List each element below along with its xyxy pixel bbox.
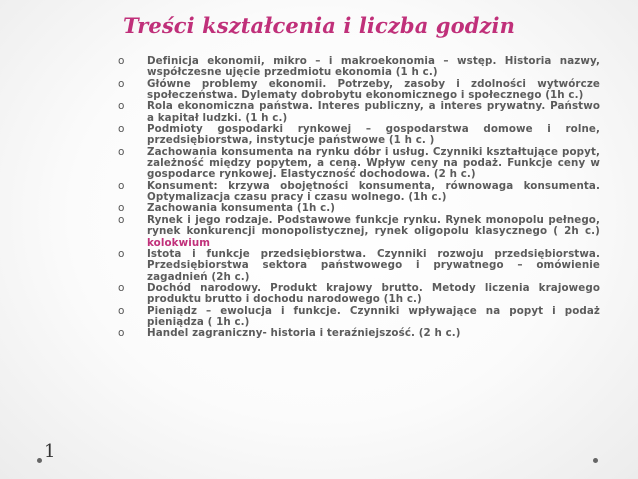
list-item xyxy=(118,215,600,249)
bullet-icon: o xyxy=(118,179,125,192)
list-item xyxy=(118,101,600,124)
left-dot-icon xyxy=(37,458,42,463)
list-item xyxy=(118,147,600,181)
list-item xyxy=(118,56,600,79)
bullet-icon: o xyxy=(118,327,125,340)
list-item xyxy=(118,124,600,147)
bullet-icon: o xyxy=(118,123,125,136)
item-text: Istota i funkcje przedsiębiorstwa. Czynniki rozwoju przedsiębiorstwa. Przedsiębiorstwa sektora państwowego i prywatnego – omówienie zagadnień (2h c.) xyxy=(147,247,600,283)
item-text: Konsument: krzywa obojętności konsumenta, równowaga konsumenta. Optymalizacja czasu pracy i czasu wolnego. (1h c.) xyxy=(147,179,600,204)
slide-number: 1 xyxy=(44,441,56,462)
item-text: Zachowania konsumenta (1h c.) xyxy=(147,202,336,215)
item-text: Pieniądz – ewolucja i funkcje. Czynniki wpływające na popyt i podaż pieniądza ( 1h c.) xyxy=(147,304,600,328)
item-text: Definicja ekonomii, mikro – i makroekonomia – wstęp. Historia nazwy, współczesne ujęcie przedmiotu ekonomia (1 h c.) xyxy=(147,55,600,79)
bullet-icon: o xyxy=(118,213,125,226)
list-item xyxy=(118,79,600,102)
bullet-icon: o xyxy=(118,145,125,158)
item-text: Handel zagraniczny- historia i teraźniejszość. (2 h c.) xyxy=(147,327,461,340)
kolokwium-highlight: kolokwium xyxy=(147,236,211,249)
bullet-icon: o xyxy=(118,202,125,215)
bullet-icon: o xyxy=(118,100,125,113)
bullet-icon: o xyxy=(118,304,125,317)
topics-list xyxy=(118,56,600,340)
bullet-icon: o xyxy=(118,55,125,67)
slide-title: Treści kształcenia i liczba godzin xyxy=(123,13,515,38)
item-text: Główne problemy ekonomii. Potrzeby, zasoby i zdolności wytwórcze społeczeństwa. Dylematy dobrobytu ekonomicznego i społecznego (1h c.) xyxy=(147,77,600,102)
bullet-icon: o xyxy=(118,281,125,294)
item-text: Dochód narodowy. Produkt krajowy brutto. Metody liczenia krajowego produktu brutto i dochodu narodowego (1h c.) xyxy=(147,281,600,306)
list-item xyxy=(118,249,600,283)
list-item xyxy=(118,328,600,339)
item-text: Rola ekonomiczna państwa. Interes publiczny, a interes prywatny. Państwo a kapitał ludzki. (1 h c.) xyxy=(147,100,600,124)
list-item xyxy=(118,283,600,306)
right-dot-icon xyxy=(593,458,598,463)
item-text: Podmioty gospodarki rynkowej – gospodarstwa domowe i rolne, przedsiębiorstwa, instytucje państwowe (1 h c. ) xyxy=(147,123,600,147)
bullet-icon: o xyxy=(118,77,125,90)
list-item xyxy=(118,181,600,204)
item-text: Rynek i jego rodzaje. Podstawowe funkcje rynku. Rynek monopolu pełnego, rynek konkurencji monopolistycznej, rynek oligopolu klasycznego ( 2h c.) xyxy=(147,213,600,238)
bullet-icon: o xyxy=(118,247,125,260)
list-item xyxy=(118,306,600,329)
item-text: Zachowania konsumenta na rynku dóbr i usług. Czynniki kształtujące popyt, zależność między popytem, a ceną. Wpływ ceny na podaż. Funkcje ceny w gospodarce rynkowej. Elastyczność dochodowa. (2 h c.) xyxy=(147,145,600,181)
